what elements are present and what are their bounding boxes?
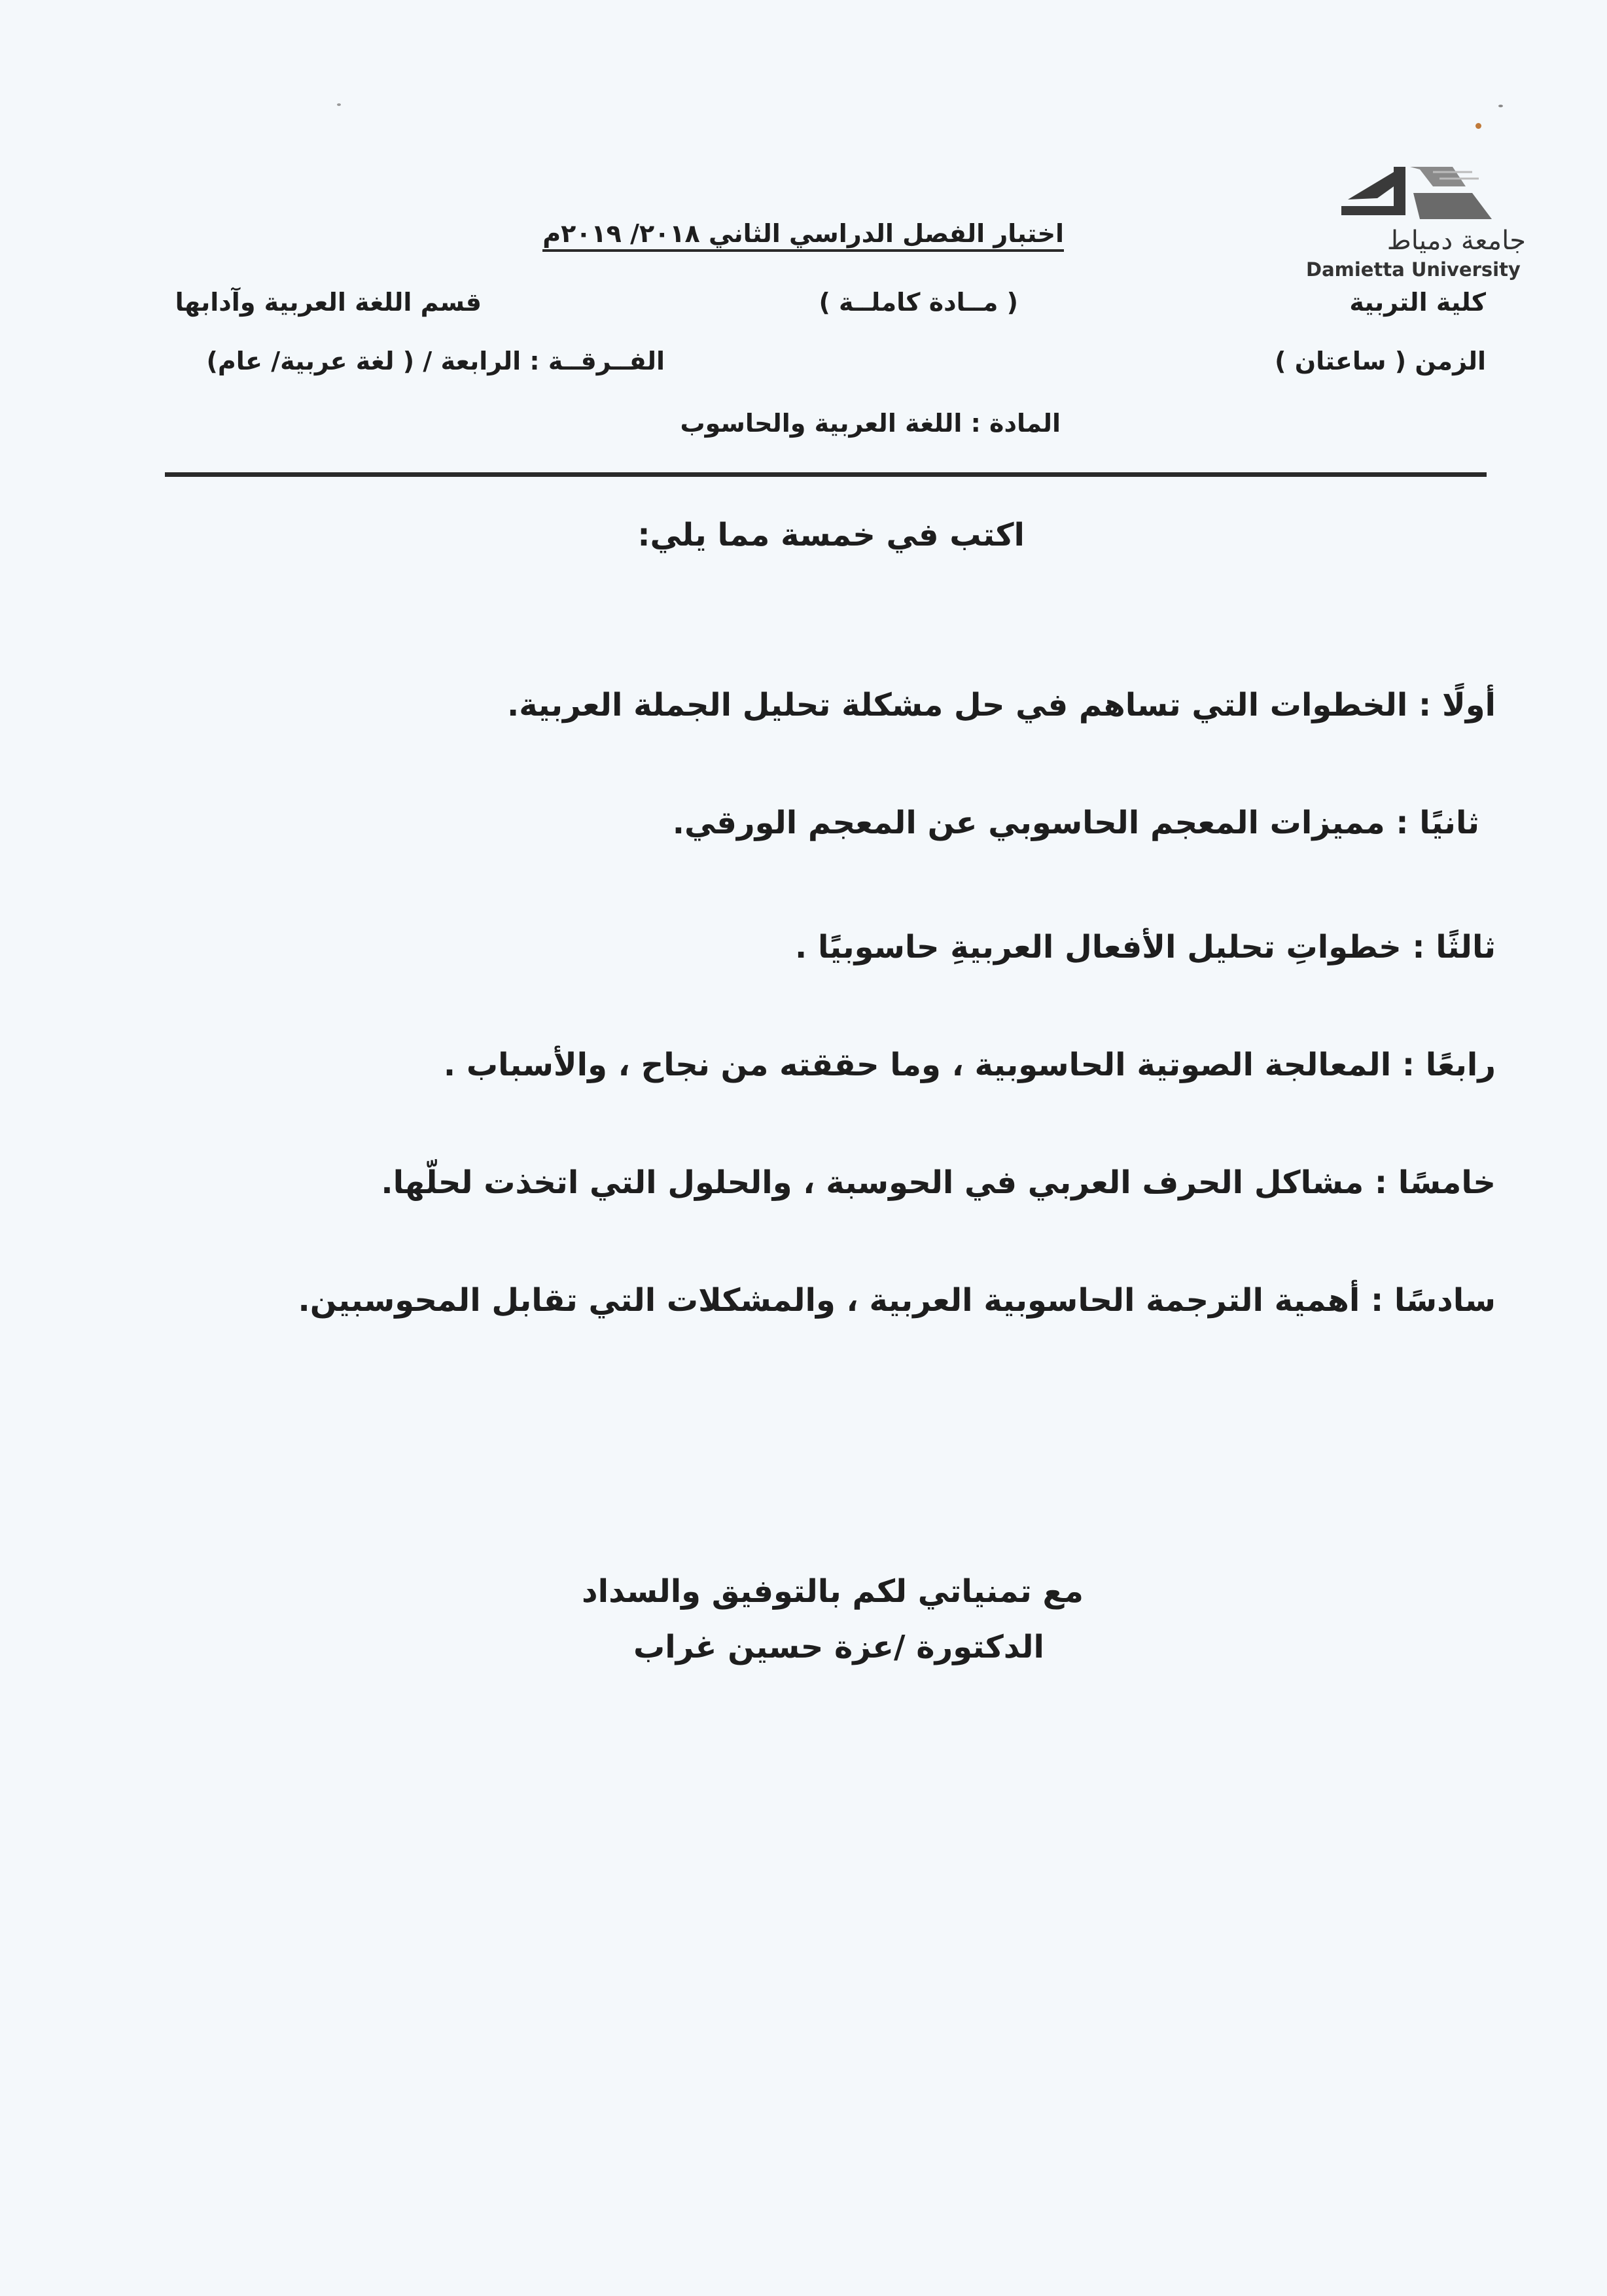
teacher-signature: الدكتورة /عزة حسين غراب	[633, 1629, 1044, 1665]
logo-english-name: Damietta University	[1306, 258, 1521, 281]
closing-wishes: مع تمنياتي لكم بالتوفيق والسداد	[582, 1573, 1084, 1610]
header-divider	[165, 472, 1487, 477]
exam-title: اختبار الفصل الدراسي الثاني ٢٠١٨/ ٢٠١٩م	[542, 219, 1064, 252]
scan-speck	[1475, 123, 1481, 129]
damietta-emblem-icon	[1302, 160, 1538, 232]
question-3: ثالثًا : خطواتِ تحليل الأفعال العربيةِ حاسوبيًا .	[795, 929, 1496, 965]
exam-duration: الزمن ( ساعتان )	[1275, 347, 1486, 375]
question-1: أولًا : الخطوات التي تساهم في حل مشكلة تحليل الجملة العربية.	[507, 687, 1496, 723]
question-4: رابعًا : المعالجة الصوتية الحاسوبية ، وما حققته من نجاح ، والأسباب .	[443, 1047, 1496, 1083]
question-2: ثانيًا : مميزات المعجم الحاسوبي عن المعجم الورقي.	[672, 805, 1479, 841]
university-logo	[1302, 160, 1538, 281]
question-6: سادسًا : أهمية الترجمة الحاسوبية العربية ، والمشكلات التي تقابل المحوسبين.	[298, 1282, 1496, 1319]
subject-name: المادة : اللغة العربية والحاسوب	[680, 409, 1061, 438]
class-level: الفــرقــة : الرابعة / ( لغة عربية/ عام)	[206, 347, 665, 375]
exam-type: ( مــادة كاملــة )	[819, 288, 1018, 317]
scan-speck	[1498, 105, 1503, 107]
instruction-text: اكتب في خمسة مما يلي:	[637, 517, 1025, 553]
department-name: قسم اللغة العربية وآدابها	[175, 288, 482, 317]
question-5: خامسًا : مشاكل الحرف العربي في الحوسبة ، والحلول التي اتخذت لحلّها.	[381, 1164, 1496, 1201]
logo-arabic-name: جامعة دمياط	[1386, 226, 1526, 256]
faculty-name: كلية التربية	[1349, 288, 1486, 317]
scan-speck	[337, 103, 341, 106]
